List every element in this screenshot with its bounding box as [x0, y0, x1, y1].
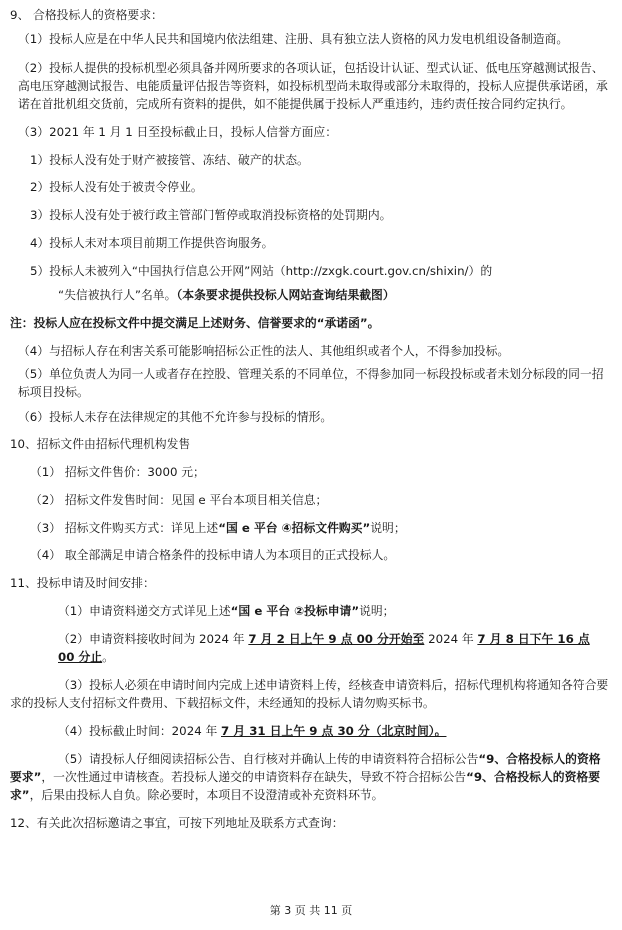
section-9-item-6: （6）投标人未存在法律规定的其他不允许参与投标的情形。: [18, 409, 333, 424]
item-5-text-1: （5）请投标人仔细阅读招标公告、自行核对并确认上传的申请资料符合招标公告: [58, 751, 479, 766]
section-11-item-5: [10, 750, 610, 805]
item-5-bold-2: “9、合格投标人的资格要求”: [10, 769, 600, 803]
item-5-text-3: ，后果由投标人自负。除必要时，本项目不设澄清或补充资料环节。: [29, 788, 384, 803]
section-9-sub-5-line-1: 5）投标人未被列入“中国执行信息公开网”网站（http://zxgk.court.gov.cn/shixin/）的: [30, 263, 493, 278]
section-9-item-1: （1）投标人应是在中华人民共和国境内依法组建、注册、具有独立法人资格的风力发电机组设备制造商。: [18, 32, 569, 47]
sub-5-bold-note: （本条要求提供投标人网站查询结果截图）: [176, 288, 395, 303]
section-9-note: 注：投标人应在投标文件中提交满足上述财务、信誉要求的“承诺函”。: [10, 315, 380, 330]
page-number: 第 3 页 共 11 页: [269, 904, 353, 917]
section-9-item-3: （3）2021 年 1 月 1 日至投标截止日，投标人信誉方面应：: [18, 124, 338, 139]
item-3-tail: 说明；: [370, 520, 406, 535]
item-3-bold: “国 e 平台 ④招标文件购买”: [218, 520, 371, 535]
section-9-item-4: （4）与招标人存在利害关系可能影响招标公正性的法人、其他组织或者个人，不得参加投标。: [18, 343, 510, 358]
item-5-bold-1: “9、合格投标人的资格要求”: [10, 751, 601, 784]
section-11-item-1: [10, 602, 610, 620]
item-4-text: （4）投标截止时间：2024 年: [58, 723, 218, 738]
item-2-mid: 2024 年: [428, 631, 474, 646]
item-2-text: （2）申请资料接收时间为 2024 年: [58, 631, 245, 646]
section-11-item-2: [10, 630, 610, 667]
section-10-item-1: （1） 招标文件售价：3000 元；: [30, 465, 205, 480]
section-10-item-4: （4） 取全部满足申请合格条件的投标申请人为本项目的正式投标人。: [30, 548, 396, 563]
section-9-sub-4: 4）投标人未对本项目前期工作提供咨询服务。: [30, 236, 274, 251]
section-10-heading: 10、招标文件由招标代理机构发售: [10, 437, 191, 452]
section-9-item-2: （2）投标人提供的投标机型必须具备并网所要求的各项认证，包括设计认证、型式认证、低电压穿越测试报告、高电压穿越测试报告、电能质量评估报告等资料，如投标机型尚未取得或部分未取得的，投标人应提供承诺函，承诺在首批机组交货前，完成所有资料的提供，如不能提供属于投标人严重违约，违约责任按合同约定执行。: [18, 60, 608, 112]
section-11-heading: 11、投标申请及时间安排：: [10, 576, 155, 591]
section-9-sub-2: 2）投标人没有处于被责令停业。: [30, 180, 203, 195]
section-9-sub-5-line-2: [10, 286, 610, 304]
section-10-item-3: [10, 519, 610, 537]
receive-end-time: 7 月 8 日下午 16 点 00 分止: [58, 631, 590, 665]
item-5-text-2: ，一次性通过申请核查。若投标人递交的申请资料存在缺失，导致不符合招标公告: [41, 769, 467, 784]
item-3-text: （3） 招标文件购买方式：详见上述: [30, 520, 219, 535]
section-9-sub-3: 3）投标人没有处于被行政主管部门暂停或取消投标资格的处罚期内。: [30, 208, 392, 223]
sub-5-text: “失信被执行人”名单。: [58, 288, 177, 303]
receive-start-time: 7 月 2 日上午 9 点 00 分开始至: [248, 631, 425, 646]
section-9-sub-1: 1）投标人没有处于财产被接管、冻结、破产的状态。: [30, 152, 309, 167]
item-1-text: （1）申请资料递交方式详见上述: [58, 603, 231, 618]
section-11-item-3: （3）投标人必须在申请时间内完成上述申请资料上传，经核查申请资料后，招标代理机构将通知各符合要求的投标人支付招标文件费用、下载招标文件，未经通知的投标人请勿购买标书。: [10, 677, 609, 711]
section-11-item-4: [10, 722, 610, 740]
bid-deadline: 7 月 31 日上午 9 点 30 分（北京时间）。: [221, 723, 447, 738]
section-12-heading: 12、有关此次招标邀请之事宜，可按下列地址及联系方式查询：: [10, 816, 344, 830]
section-9-heading: 9、 合格投标人的资格要求：: [10, 8, 163, 22]
item-1-bold: “国 e 平台 ②投标申请”: [230, 603, 360, 618]
section-9-item-5: （5）单位负责人为同一人或者存在控股、管理关系的不同单位，不得参加同一标段投标或者未划分标段的同一招标项目投标。: [18, 366, 604, 400]
section-10-item-2: （2） 招标文件发售时间：见国 e 平台本项目相关信息；: [30, 492, 328, 507]
item-2-end: 。: [102, 650, 114, 665]
item-1-tail: 说明；: [359, 603, 395, 618]
